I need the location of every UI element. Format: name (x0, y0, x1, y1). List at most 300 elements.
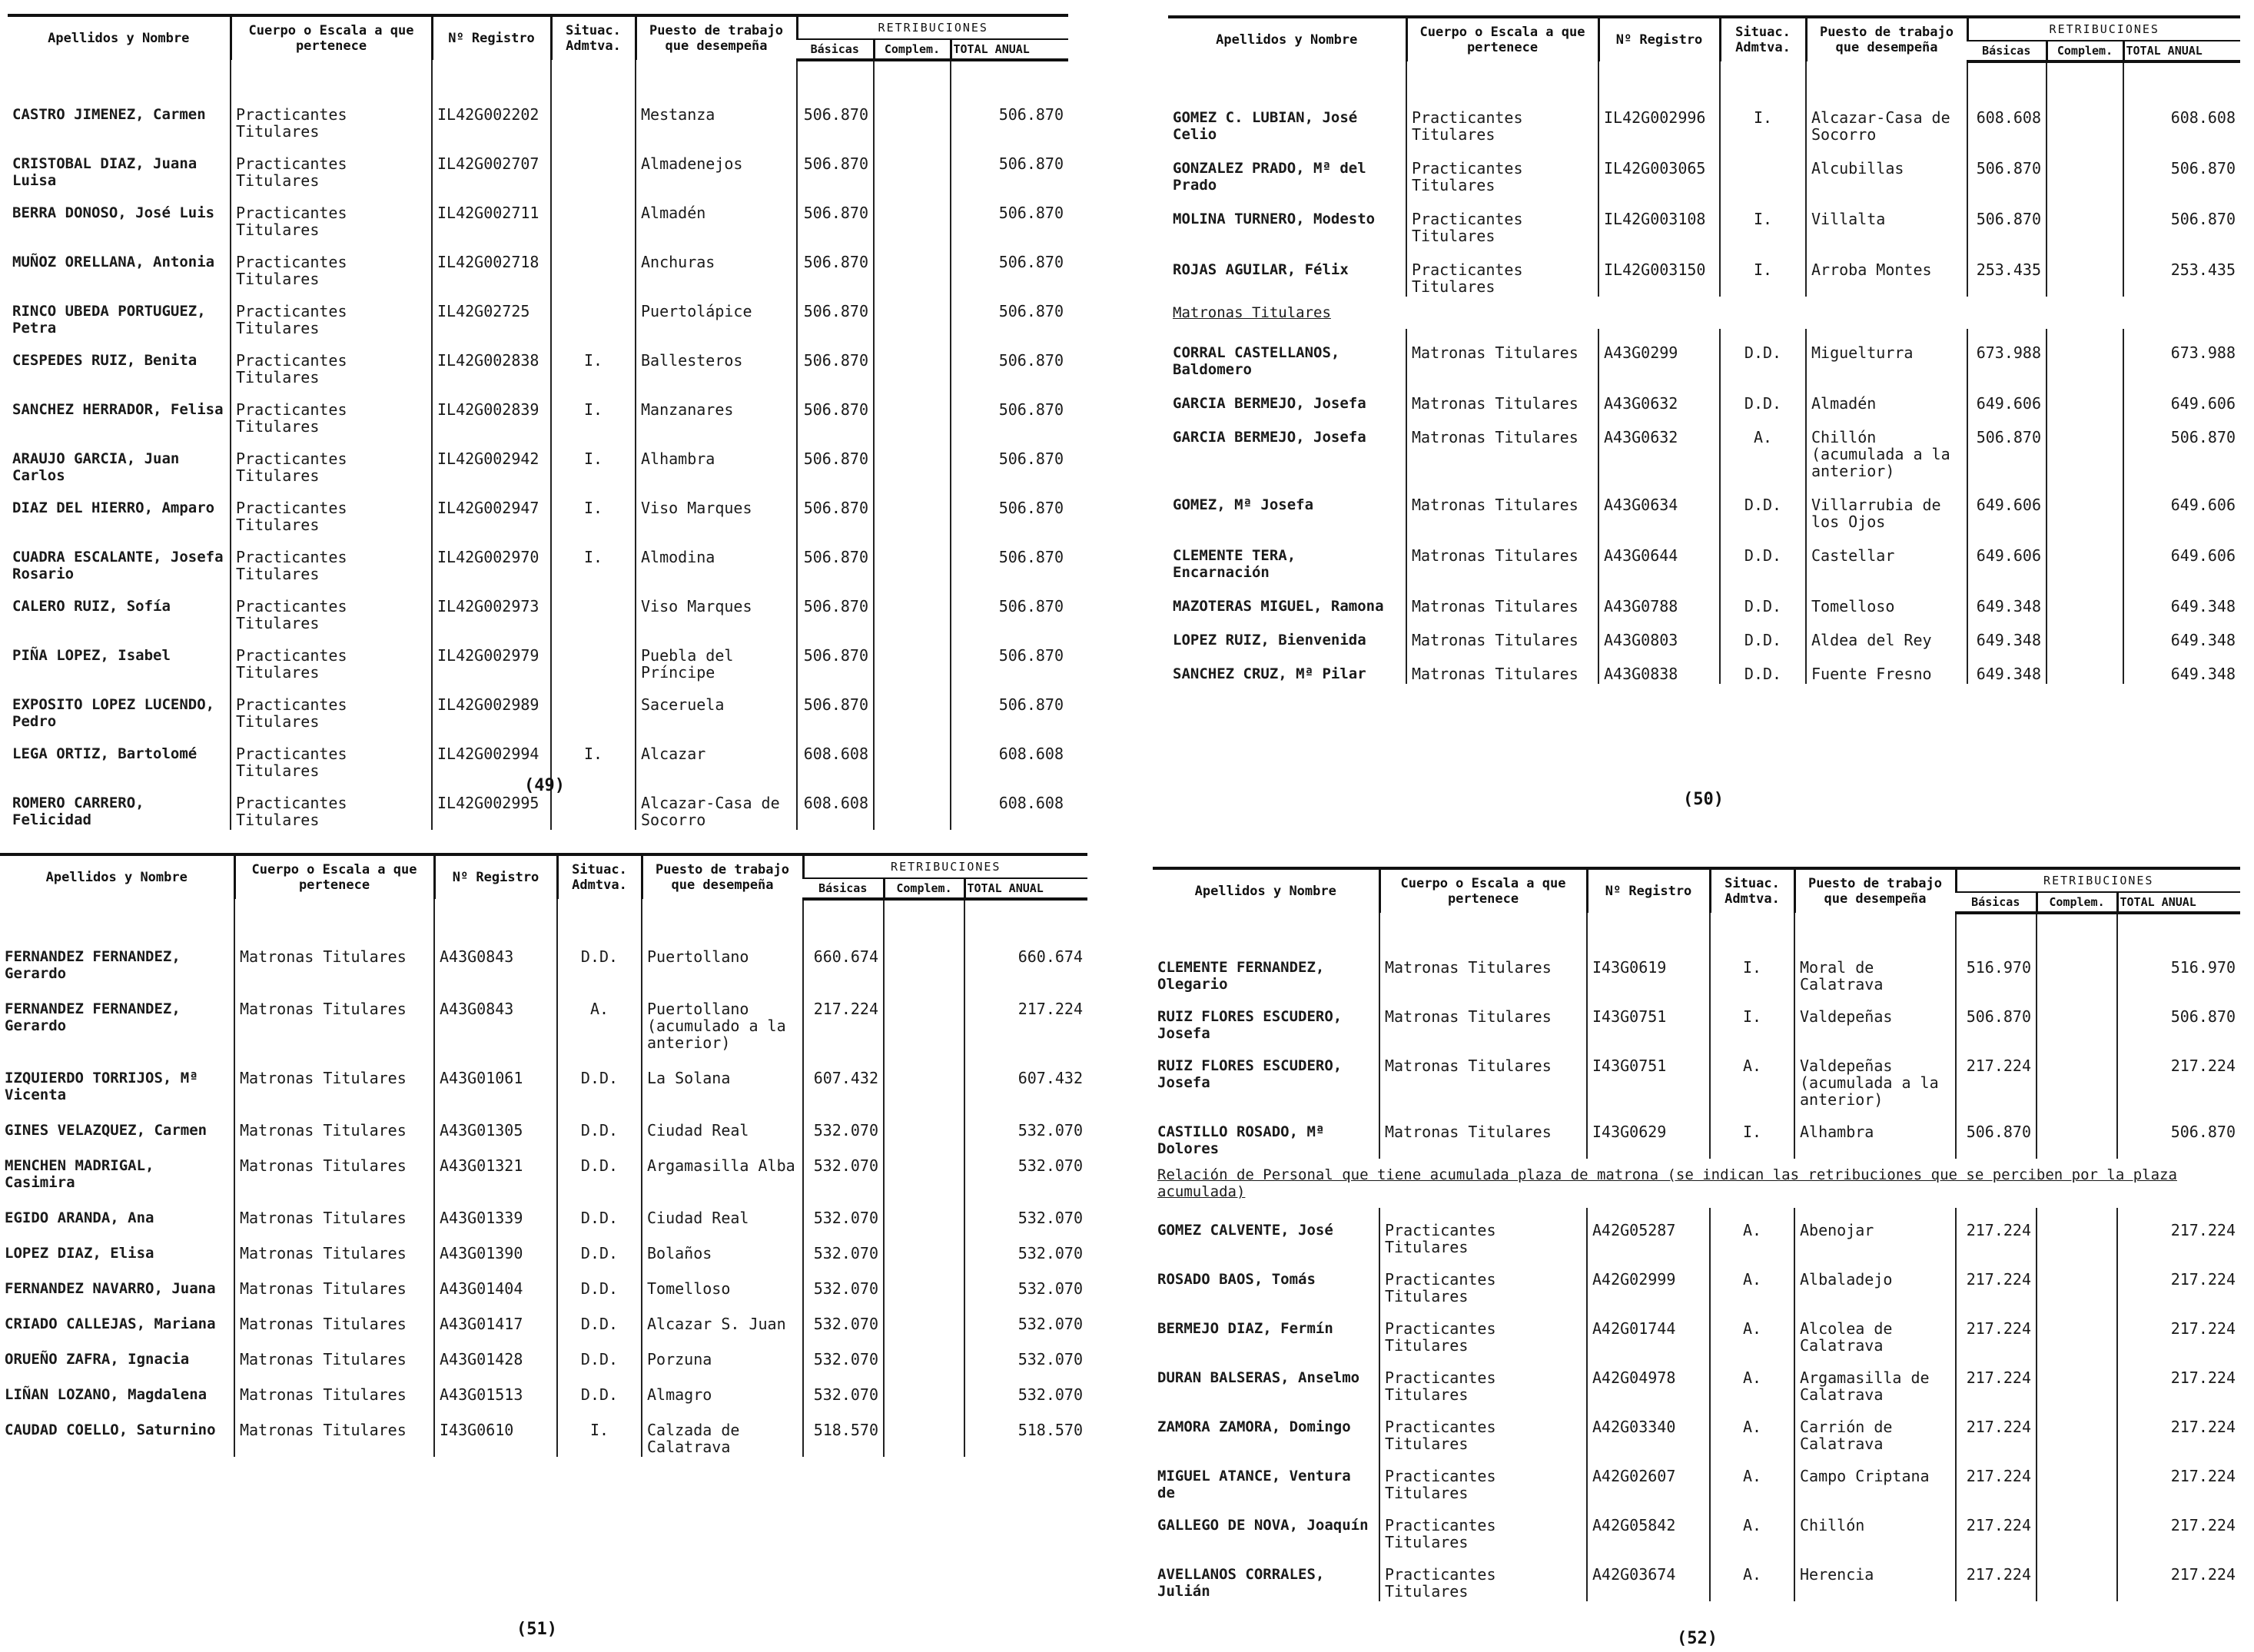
table-row (1168, 616, 2240, 650)
situac-cell: D.D. (1720, 532, 1806, 582)
spacer-cell (2117, 913, 2240, 945)
puesto-cell: Almadenejos (636, 141, 797, 191)
complem-cell (2047, 195, 2123, 246)
header-registro: Nº Registro (432, 15, 551, 60)
corps-cell: Practicantes Titulares (231, 240, 432, 289)
spacer-row (1168, 61, 2240, 94)
total-cell: 506.870 (951, 486, 1068, 535)
table-row (1168, 94, 2240, 144)
puesto-cell: Alcazar S. Juan (642, 1299, 803, 1334)
corps-cell: Matronas Titulares (1406, 650, 1598, 684)
complem-cell (2037, 1405, 2117, 1454)
complem-cell (2047, 94, 2123, 144)
situac-cell: D.D. (1720, 380, 1806, 413)
complem-cell (874, 682, 951, 731)
name-cell: CRISTOBAL DIAZ, Juana Luisa (12, 155, 198, 189)
complem-cell (2047, 413, 2123, 481)
corps-cell: Matronas Titulares (234, 1369, 434, 1405)
table-row (8, 436, 1068, 486)
table-row (0, 931, 1087, 984)
situac-cell (1720, 144, 1806, 195)
registro-cell: IL42G002973 (432, 584, 551, 633)
table-row (8, 584, 1068, 633)
table-row (8, 387, 1068, 436)
total-cell: 217.224 (2117, 1454, 2240, 1503)
spacer-cell (1598, 61, 1720, 94)
registro-cell: A43G01061 (434, 1053, 557, 1105)
header-complem: Complem. (2047, 41, 2123, 61)
basicas-cell: 649.606 (1967, 380, 2047, 413)
total-cell: 532.070 (964, 1193, 1087, 1228)
registro-cell: I43G0751 (1587, 994, 1710, 1043)
basicas-cell: 660.674 (803, 931, 884, 984)
complem-cell (2047, 329, 2123, 380)
corps-cell: Practicantes Titulares (231, 535, 432, 584)
name-cell: CUADRA ESCALANTE, Josefa Rosario (12, 549, 224, 582)
puesto-cell: Porzuna (642, 1334, 803, 1369)
corps-cell: Matronas Titulares (234, 1105, 434, 1140)
registro-cell: IL42G002995 (432, 781, 551, 830)
situac-cell: D.D. (557, 1263, 642, 1299)
spacer-cell (434, 899, 557, 931)
name-cell: CASTILLO ROSADO, Mª Dolores (1157, 1123, 1325, 1157)
total-cell: 506.870 (951, 141, 1068, 191)
puesto-cell: Puertollano (642, 931, 803, 984)
corps-cell: Practicantes Titulares (231, 141, 432, 191)
basicas-cell: 608.608 (797, 731, 874, 781)
complem-cell (884, 1105, 964, 1140)
total-cell: 532.070 (964, 1263, 1087, 1299)
name-cell: ORUEÑO ZAFRA, Ignacia (5, 1351, 190, 1368)
spacer-cell (964, 899, 1087, 931)
spacer-cell (1168, 61, 1406, 94)
table-row (8, 240, 1068, 289)
complem-cell (884, 1263, 964, 1299)
complem-cell (874, 436, 951, 486)
puesto-cell: Valdepeñas (acumulada a la anterior) (1794, 1043, 1956, 1110)
total-cell: 253.435 (2123, 246, 2240, 297)
basicas-cell: 608.608 (1967, 94, 2047, 144)
situac-cell: I. (551, 387, 636, 436)
registro-cell: IL42G002970 (432, 535, 551, 584)
header-corps: Cuerpo o Escala a que pertenece (234, 854, 434, 899)
registro-cell: IL42G002979 (432, 633, 551, 682)
name-cell: GARCIA BERMEJO, Josefa (1173, 395, 1366, 412)
basicas-cell: 506.870 (1967, 144, 2047, 195)
situac-cell: I. (1710, 994, 1794, 1043)
situac-cell: A. (1710, 1405, 1794, 1454)
table-body (1168, 61, 2240, 684)
corps-cell: Matronas Titulares (234, 1140, 434, 1193)
total-cell: 607.432 (964, 1053, 1087, 1105)
total-cell: 217.224 (964, 984, 1087, 1053)
spacer-cell (551, 60, 636, 92)
puesto-cell: Argamasilla de Calatrava (1794, 1355, 1956, 1405)
name-cell: CASTRO JIMENEZ, Carmen (12, 106, 206, 123)
corps-cell: Practicantes Titulares (1406, 195, 1598, 246)
basicas-cell: 217.224 (1956, 1552, 2037, 1601)
spacer-cell (1379, 913, 1587, 945)
registro-cell: IL42G003150 (1598, 246, 1720, 297)
section-heading-row (1153, 1159, 2240, 1208)
complem-cell (2037, 1454, 2117, 1503)
name-cell: CESPEDES RUIZ, Benita (12, 352, 198, 369)
name-cell: CAUDAD COELLO, Saturnino (5, 1421, 216, 1438)
registro-cell: IL42G002942 (432, 436, 551, 486)
basicas-cell: 217.224 (1956, 1405, 2037, 1454)
puesto-cell: Chillón (acumulada a la anterior) (1806, 413, 1967, 481)
situac-cell (551, 141, 636, 191)
table-row (1153, 1454, 2240, 1503)
complem-cell (884, 1140, 964, 1193)
basicas-cell: 506.870 (797, 535, 874, 584)
basicas-cell: 217.224 (1956, 1355, 2037, 1405)
section-heading: Relación de Personal que tiene acumulada plaza de matrona (se indican las retribuciones que se perciben por la plaza acumulada) (1157, 1166, 2177, 1200)
corps-cell: Practicantes Titulares (231, 387, 432, 436)
name-cell: EXPOSITO LOPEZ LUCENDO, Pedro (12, 696, 215, 730)
puesto-cell: Villarrubia de los Ojos (1806, 481, 1967, 532)
registro-cell: IL42G003108 (1598, 195, 1720, 246)
puesto-cell: Almadén (1806, 380, 1967, 413)
total-cell: 506.870 (951, 289, 1068, 338)
situac-cell: D.D. (1720, 481, 1806, 532)
table-row (1168, 329, 2240, 380)
complem-cell (2047, 616, 2123, 650)
name-cell: RINCO UBEDA PORTUGUEZ, Petra (12, 303, 206, 337)
situac-cell: I. (1710, 1110, 1794, 1159)
situac-cell: A. (1710, 1355, 1794, 1405)
table-row (8, 289, 1068, 338)
name-cell: RUIZ FLORES ESCUDERO, Josefa (1157, 1057, 1343, 1091)
situac-cell: I. (1720, 246, 1806, 297)
basicas-cell: 506.870 (1956, 1110, 2037, 1159)
complem-cell (884, 1053, 964, 1105)
header-corps: Cuerpo o Escala a que pertenece (1379, 868, 1587, 913)
puesto-cell: Saceruela (636, 682, 797, 731)
complem-cell (884, 1369, 964, 1405)
spacer-cell (1710, 913, 1794, 945)
spacer-cell (1587, 913, 1710, 945)
basicas-cell: 532.070 (803, 1369, 884, 1405)
complem-cell (884, 1228, 964, 1263)
table-row (1168, 413, 2240, 481)
spacer-cell (557, 899, 642, 931)
table-row (1153, 1306, 2240, 1355)
table-row (8, 682, 1068, 731)
spacer-cell (1794, 913, 1956, 945)
registry-panel-51 (0, 853, 1087, 1457)
name-cell: EGIDO ARANDA, Ana (5, 1209, 154, 1226)
basicas-cell: 607.432 (803, 1053, 884, 1105)
table-row (1168, 650, 2240, 684)
spacer-cell (2037, 913, 2117, 945)
puesto-cell: Anchuras (636, 240, 797, 289)
situac-cell: I. (551, 436, 636, 486)
name-cell: GINES VELAZQUEZ, Carmen (5, 1122, 207, 1139)
complem-cell (2037, 1208, 2117, 1257)
name-cell: BERMEJO DIAZ, Fermín (1157, 1320, 1333, 1337)
table-row (8, 535, 1068, 584)
situac-cell: I. (1710, 945, 1794, 994)
table-row (0, 1405, 1087, 1457)
corps-cell: Matronas Titulares (1406, 532, 1598, 582)
corps-cell: Matronas Titulares (234, 1334, 434, 1369)
basicas-cell: 673.988 (1967, 329, 2047, 380)
spacer-row (8, 60, 1068, 92)
situac-cell: D.D. (1720, 650, 1806, 684)
registro-cell: A43G0843 (434, 984, 557, 1053)
table-row (1168, 481, 2240, 532)
puesto-cell: Albaladejo (1794, 1257, 1956, 1306)
basicas-cell: 532.070 (803, 1299, 884, 1334)
complem-cell (2037, 945, 2117, 994)
basicas-cell: 516.970 (1956, 945, 2037, 994)
puesto-cell: Arroba Montes (1806, 246, 1967, 297)
situac-cell: D.D. (557, 1228, 642, 1263)
header-basicas: Básicas (1967, 41, 2047, 61)
puesto-cell: Puebla del Príncipe (636, 633, 797, 682)
situac-cell: D.D. (557, 1105, 642, 1140)
total-cell: 506.870 (951, 191, 1068, 240)
name-cell: MUÑOZ ORELLANA, Antonia (12, 254, 215, 270)
registro-cell: A43G01321 (434, 1140, 557, 1193)
registro-cell: IL42G002202 (432, 92, 551, 141)
corps-cell: Practicantes Titulares (231, 191, 432, 240)
spacer-cell (1406, 61, 1598, 94)
table-row (1153, 945, 2240, 994)
total-cell: 506.870 (2123, 413, 2240, 481)
basicas-cell: 217.224 (1956, 1503, 2037, 1552)
complem-cell (2037, 994, 2117, 1043)
header-puesto: Puesto de trabajo que desempeña (1794, 868, 1956, 913)
corps-cell: Practicantes Titulares (231, 731, 432, 781)
name-cell: ROJAS AGUILAR, Félix (1173, 261, 1349, 278)
total-cell: 608.608 (951, 781, 1068, 830)
situac-cell: D.D. (557, 1299, 642, 1334)
total-cell: 217.224 (2117, 1552, 2240, 1601)
registro-cell: IL42G002994 (432, 731, 551, 781)
table-row (8, 141, 1068, 191)
page-number: (50) (1683, 790, 1724, 809)
table-row (1153, 1503, 2240, 1552)
header-complem: Complem. (874, 39, 951, 60)
name-cell: ROSADO BAOS, Tomás (1157, 1271, 1316, 1288)
corps-cell: Practicantes Titulares (231, 781, 432, 830)
corps-cell: Practicantes Titulares (1379, 1503, 1587, 1552)
registro-cell: I43G0610 (434, 1405, 557, 1457)
complem-cell (2047, 582, 2123, 616)
situac-cell: I. (551, 535, 636, 584)
situac-cell: D.D. (557, 1369, 642, 1405)
registro-cell: A43G0838 (1598, 650, 1720, 684)
registro-cell: A43G0634 (1598, 481, 1720, 532)
name-cell: SANCHEZ CRUZ, Mª Pilar (1173, 665, 1366, 682)
header-retribuciones: RETRIBUCIONES (1967, 17, 2240, 41)
basicas-cell: 649.606 (1967, 532, 2047, 582)
corps-cell: Matronas Titulares (234, 1228, 434, 1263)
header-name: Apellidos y Nombre (1168, 17, 1406, 61)
table-row (1153, 1552, 2240, 1601)
registro-cell: IL42G02725 (432, 289, 551, 338)
complem-cell (874, 191, 951, 240)
total-cell: 532.070 (964, 1228, 1087, 1263)
basicas-cell: 217.224 (1956, 1454, 2037, 1503)
puesto-cell: Calzada de Calatrava (642, 1405, 803, 1457)
situac-cell: D.D. (1720, 582, 1806, 616)
basicas-cell: 649.348 (1967, 616, 2047, 650)
puesto-cell: Alhambra (1794, 1110, 1956, 1159)
complem-cell (874, 141, 951, 191)
puesto-cell: Argamasilla Alba (642, 1140, 803, 1193)
section-heading: Matronas Titulares (1173, 304, 1331, 321)
table-row (1153, 1257, 2240, 1306)
complem-cell (2037, 1306, 2117, 1355)
total-cell: 673.988 (2123, 329, 2240, 380)
puesto-cell: Puertolápice (636, 289, 797, 338)
name-cell: ZAMORA ZAMORA, Domingo (1157, 1418, 1351, 1435)
name-cell: GONZALEZ PRADO, Mª del Prado (1173, 160, 1366, 194)
total-cell: 506.870 (951, 436, 1068, 486)
registro-cell: IL42G002996 (1598, 94, 1720, 144)
situac-cell (551, 584, 636, 633)
puesto-cell: Valdepeñas (1794, 994, 1956, 1043)
total-cell: 608.608 (2123, 94, 2240, 144)
puesto-cell: Campo Criptana (1794, 1454, 1956, 1503)
basicas-cell: 649.606 (1967, 481, 2047, 532)
header-name: Apellidos y Nombre (8, 15, 231, 60)
basicas-cell: 506.870 (797, 486, 874, 535)
situac-cell: D.D. (557, 1053, 642, 1105)
situac-cell: A. (1710, 1552, 1794, 1601)
registro-cell: A43G0632 (1598, 380, 1720, 413)
corps-cell: Practicantes Titulares (1406, 94, 1598, 144)
complem-cell (874, 338, 951, 387)
registro-cell: IL42G002989 (432, 682, 551, 731)
complem-cell (874, 486, 951, 535)
complem-cell (874, 387, 951, 436)
name-cell: CRIADO CALLEJAS, Mariana (5, 1315, 216, 1332)
table-body (8, 60, 1068, 830)
total-cell: 506.870 (951, 92, 1068, 141)
puesto-cell: Viso Marques (636, 486, 797, 535)
complem-cell (874, 731, 951, 781)
header-basicas: Básicas (1956, 892, 2037, 913)
situac-cell: A. (557, 984, 642, 1053)
corps-cell: Practicantes Titulares (1379, 1306, 1587, 1355)
puesto-cell: Aldea del Rey (1806, 616, 1967, 650)
header-retribuciones: RETRIBUCIONES (1956, 868, 2240, 892)
puesto-cell: La Solana (642, 1053, 803, 1105)
registro-cell: IL42G002707 (432, 141, 551, 191)
name-cell: FERNANDEZ FERNANDEZ, Gerardo (5, 948, 181, 982)
basicas-cell: 506.870 (797, 682, 874, 731)
spacer-cell (951, 60, 1068, 92)
puesto-cell: Viso Marques (636, 584, 797, 633)
header-puesto: Puesto de trabajo que desempeña (642, 854, 803, 899)
total-cell: 506.870 (951, 633, 1068, 682)
header-total: TOTAL ANUAL (951, 39, 1068, 60)
table-row (0, 1263, 1087, 1299)
complem-cell (2037, 1552, 2117, 1601)
basicas-cell: 506.870 (797, 584, 874, 633)
corps-cell: Practicantes Titulares (231, 633, 432, 682)
registro-cell: IL42G002839 (432, 387, 551, 436)
table-row (1153, 994, 2240, 1043)
table-row (1153, 1110, 2240, 1159)
complem-cell (2037, 1355, 2117, 1405)
table-row (0, 1053, 1087, 1105)
spacer-cell (1967, 61, 2047, 94)
total-cell: 649.348 (2123, 582, 2240, 616)
header-registro: Nº Registro (1598, 17, 1720, 61)
complem-cell (884, 984, 964, 1053)
complem-cell (884, 1299, 964, 1334)
table-row (0, 1105, 1087, 1140)
name-cell: BERRA DONOSO, José Luis (12, 204, 215, 221)
situac-cell: D.D. (1720, 616, 1806, 650)
header-retribuciones: RETRIBUCIONES (797, 15, 1068, 39)
registro-cell: A42G02999 (1587, 1257, 1710, 1306)
table-row (0, 1193, 1087, 1228)
table-row (1153, 1405, 2240, 1454)
personnel-table (1153, 867, 2240, 1601)
spacer-cell (2047, 61, 2123, 94)
table-row (0, 1334, 1087, 1369)
spacer-cell (1956, 913, 2037, 945)
complem-cell (2047, 144, 2123, 195)
spacer-cell (231, 60, 432, 92)
corps-cell: Practicantes Titulares (231, 682, 432, 731)
header-name: Apellidos y Nombre (1153, 868, 1379, 913)
situac-cell: I. (551, 338, 636, 387)
name-cell: MOLINA TURNERO, Modesto (1173, 211, 1376, 227)
basicas-cell: 649.348 (1967, 650, 2047, 684)
spacer-row (0, 899, 1087, 931)
basicas-cell: 506.870 (797, 436, 874, 486)
registro-cell: A43G0644 (1598, 532, 1720, 582)
total-cell: 217.224 (2117, 1355, 2240, 1405)
corps-cell: Practicantes Titulares (1379, 1208, 1587, 1257)
table-body (0, 899, 1087, 1457)
registro-cell: A42G03674 (1587, 1552, 1710, 1601)
situac-cell (551, 682, 636, 731)
spacer-cell (803, 899, 884, 931)
header-complem: Complem. (884, 878, 964, 899)
name-cell: CORRAL CASTELLANOS, Baldomero (1173, 344, 1340, 378)
table-row (0, 1369, 1087, 1405)
complem-cell (874, 633, 951, 682)
corps-cell: Matronas Titulares (1406, 329, 1598, 380)
table-row (8, 92, 1068, 141)
header-total: TOTAL ANUAL (2123, 41, 2240, 61)
spacer-cell (884, 899, 964, 931)
total-cell: 506.870 (951, 240, 1068, 289)
table-row (1168, 582, 2240, 616)
puesto-cell: Fuente Fresno (1806, 650, 1967, 684)
situac-cell: A. (1710, 1043, 1794, 1110)
situac-cell: A. (1720, 413, 1806, 481)
puesto-cell: Alcubillas (1806, 144, 1967, 195)
header-registro: Nº Registro (1587, 868, 1710, 913)
total-cell: 649.606 (2123, 380, 2240, 413)
registro-cell: A43G0632 (1598, 413, 1720, 481)
total-cell: 532.070 (964, 1369, 1087, 1405)
total-cell: 506.870 (951, 682, 1068, 731)
registro-cell: A42G04978 (1587, 1355, 1710, 1405)
header-situac: Situac. Admtva. (557, 854, 642, 899)
situac-cell: D.D. (557, 1193, 642, 1228)
basicas-cell: 253.435 (1967, 246, 2047, 297)
